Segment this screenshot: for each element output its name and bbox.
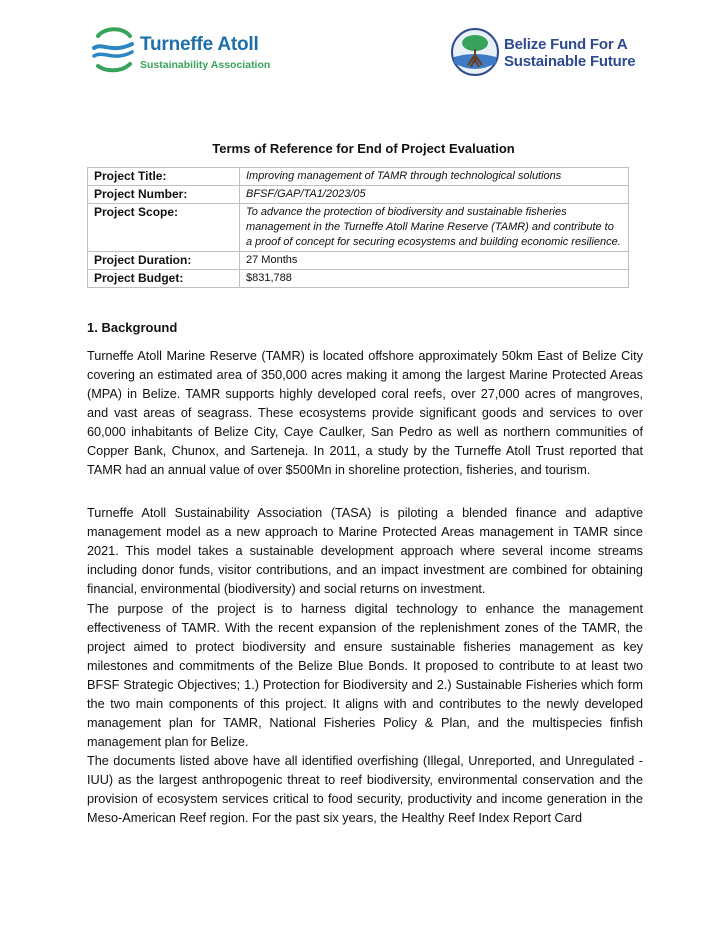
bfsf-logo	[450, 27, 660, 79]
turneffe-logo-name: Turneffe Atoll	[140, 34, 259, 55]
table-row	[88, 186, 629, 204]
table-row	[88, 252, 629, 270]
row-label: Project Budget:	[88, 270, 240, 288]
row-label: Project Title:	[88, 168, 240, 186]
turneffe-logo	[90, 26, 290, 82]
row-value: $831,788	[240, 270, 629, 288]
row-label: Project Duration:	[88, 252, 240, 270]
paragraph: Turneffe Atoll Marine Reserve (TAMR) is located offshore approximately 50km East of Belize City covering an estimated area of 350,000 acres making it among the largest Marine Protected Areas (MPA) in Belize. TAMR supports highly developed coral reefs, over 27,000 acres of mangroves, and vast areas of seagrass. These ecosystems provide significant goods and services to over 60,000 inhabitants of Belize City, Caye Caulker, San Pedro as well as northern communities of Copper Bank, Chunox, and Sarteneja. In 2011, a study by the Turneffe Atoll Trust reported that TAMR had an annual value of over $500Mn in shoreline protection, fisheries, and tourism.	[87, 349, 643, 477]
paragraph: The purpose of the project is to harness digital technology to enhance the management effectiveness of TAMR. With the recent expansion of the replenishment zones of the TAMR, the project aimed to protect biodiversity and ensure sustainable fisheries management as key milestones and commitments of the Belize Blue Bonds. It proposed to contribute to at least two BFSF Strategic Objectives; 1.) Protection for Biodiversity and 2.) Sustainable Fisheries which form the two main components of this project. It aligns with and contributes to the newly developed management plan for TAMR, National Fisheries Policy & Plan, and the multispecies finfish management plan for Belize.	[87, 602, 643, 749]
row-label: Project Scope:	[88, 204, 240, 252]
turneffe-wave-icon	[90, 26, 136, 76]
table-row	[88, 204, 629, 252]
row-value: 27 Months	[240, 252, 629, 270]
bfsf-logo-line2: Sustainable Future	[504, 53, 636, 70]
row-label: Project Number:	[88, 186, 240, 204]
bfsf-logo-line1: Belize Fund For A	[504, 36, 628, 53]
document-title: Terms of Reference for End of Project Evaluation	[212, 141, 515, 156]
turneffe-logo-subtitle: Sustainability Association	[140, 59, 271, 71]
table-row	[88, 168, 629, 186]
project-info-table	[87, 167, 629, 288]
paragraph: Turneffe Atoll Sustainability Association (TASA) is piloting a blended finance and adaptive management model as a new approach to Marine Protected Areas management in TAMR since 2021. This model takes a sustainable development approach where several income streams including donor funds, visitor contributions, and an impact investment are combined for obtaining financial, environmental (biodiversity) and social returns on investment.	[87, 506, 643, 596]
table-row	[88, 270, 629, 288]
row-value: To advance the protection of biodiversity and sustainable fisheries management in the Turneffe Atoll Marine Reserve (TAMR) and contribute to a proof of concept for securing ecosystems and building economic resilience.	[240, 204, 629, 252]
paragraph: The documents listed above have all identified overfishing (Illegal, Unreported, and Unregulated - IUU) as the largest anthropogenic threat to reef biodiversity, environmental conservation and the provision of ecosystem services critical to food security, productivity and income generation in the Meso-American Reef region. For the past six years, the Healthy Reef Index Report Card	[87, 754, 643, 825]
row-value: BFSF/GAP/TA1/2023/05	[240, 186, 629, 204]
mangrove-tree-icon	[450, 27, 500, 77]
section-heading: 1. Background	[87, 320, 178, 335]
row-value: Improving management of TAMR through technological solutions	[240, 168, 629, 186]
